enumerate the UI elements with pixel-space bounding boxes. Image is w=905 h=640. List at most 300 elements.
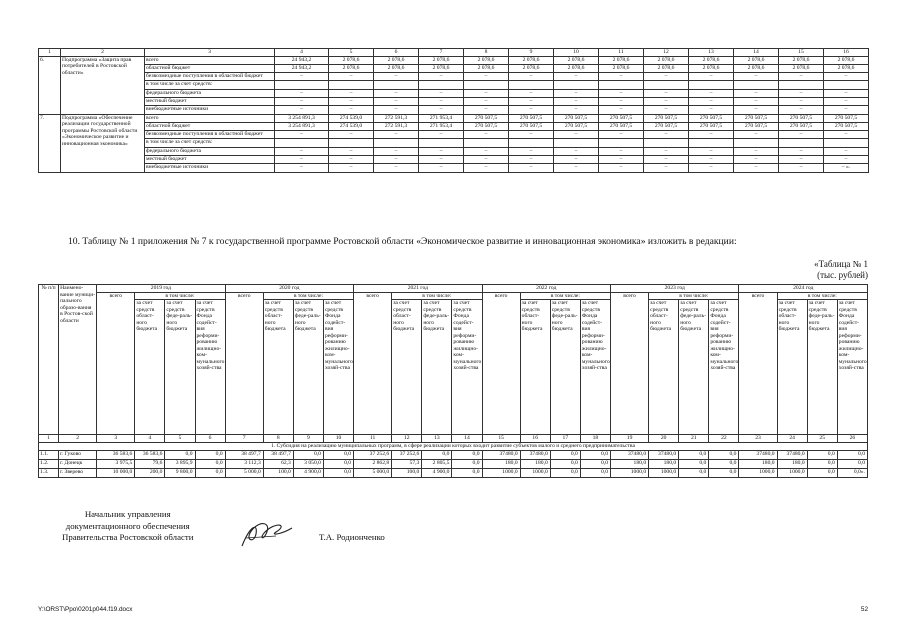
subsidy-value: 36 583,6	[97, 451, 135, 460]
funding-value: –	[599, 131, 644, 139]
funding-value: –	[419, 131, 464, 139]
column-number: 18	[580, 435, 610, 443]
table-row	[39, 131, 869, 139]
funding-value: –	[554, 97, 599, 105]
funding-value: 2 078,6	[509, 64, 554, 72]
subsidy-value: 0,0	[195, 451, 225, 460]
funding-value: 2 078,6	[554, 64, 599, 72]
funding-value: –	[464, 156, 509, 164]
funding-value: –	[374, 73, 419, 81]
subprogram-name: Подпрограмма «Обеспечение реализации государственной программы Ростовской области «Экономическое развитие и инновационная экономика»	[61, 114, 145, 172]
column-number: 2	[59, 435, 97, 443]
funding-value: 274 539,0	[329, 122, 374, 130]
funding-source: внебюджетные источники	[145, 164, 275, 172]
total-header: всего	[611, 292, 649, 435]
column-number: 24	[777, 435, 807, 443]
subsidy-value: 200,0	[135, 469, 165, 478]
year-header: 2019 год	[97, 285, 225, 293]
funding-value: –	[779, 164, 824, 172]
subsidy-value: 100,0	[263, 469, 293, 478]
subsidy-value: 1000,0	[611, 469, 649, 478]
funding-value: –	[275, 147, 329, 155]
column-number: 16	[824, 49, 869, 57]
column-number: 6	[374, 49, 419, 57]
subsidy-value: 0,0	[195, 469, 225, 478]
subsidy-value: 0,0	[422, 451, 452, 460]
funding-value: 24 943,2	[275, 56, 329, 64]
funding-value: –	[275, 97, 329, 105]
funding-value	[644, 139, 689, 147]
funding-value: –	[689, 106, 734, 114]
funding-value	[275, 81, 329, 89]
funding-source: в том числе за счет средств:	[145, 139, 275, 147]
funding-value: –	[644, 73, 689, 81]
funding-value: 2 078,6	[419, 56, 464, 64]
funding-value: 2 078,6	[599, 56, 644, 64]
municipality-name: г. Зверево	[59, 469, 97, 478]
subsidy-value: 0,0	[452, 451, 482, 460]
funding-value: –	[419, 106, 464, 114]
funding-value: 270 507,5	[689, 114, 734, 122]
subsidy-value: 0,0	[293, 451, 323, 460]
regional-budget-header: за счет средств област-ного бюджета	[777, 300, 807, 435]
funding-value: –	[734, 89, 779, 97]
col-number-header: № п/п	[39, 285, 59, 435]
column-number: 14	[734, 49, 779, 57]
funding-value	[554, 81, 599, 89]
federal-budget-header: за счет средств феде-раль-ного бюджета	[807, 300, 837, 435]
reform-fund-header: за счет средств Фонда содейст-вия реформи-рованию жилищно-ком-мунального хозяй-ства	[452, 300, 482, 435]
funding-value: –	[374, 106, 419, 114]
funding-value	[824, 81, 869, 89]
total-header: всего	[97, 292, 135, 435]
funding-value: –	[734, 97, 779, 105]
funding-value	[779, 139, 824, 147]
funding-value: – ».	[824, 164, 869, 172]
reform-fund-header: за счет средств Фонда содейст-вия реформи-рованию жилищно-ком-мунального хозяй-ства	[195, 300, 225, 435]
funding-value: 2 078,6	[509, 56, 554, 64]
funding-value: –	[824, 147, 869, 155]
funding-value: 3 254 891,3	[275, 114, 329, 122]
funding-value: –	[779, 147, 824, 155]
funding-value: –	[464, 106, 509, 114]
column-number: 9	[509, 49, 554, 57]
funding-value: –	[644, 164, 689, 172]
funding-value: –	[419, 89, 464, 97]
column-number: 7	[225, 435, 263, 443]
table-row	[39, 97, 869, 105]
subsidy-value: 180,0	[739, 460, 777, 469]
table-row	[39, 56, 869, 64]
funding-value: –	[419, 156, 464, 164]
municipality-name: г. Донецк	[59, 460, 97, 469]
table-row	[39, 122, 869, 130]
funding-value: 2 078,6	[689, 64, 734, 72]
funding-value: –	[329, 106, 374, 114]
column-number: 19	[611, 435, 649, 443]
signer-name: Т.А. Родионченко	[319, 532, 385, 542]
year-header: 2023 год	[611, 285, 739, 293]
funding-value: 270 507,5	[554, 114, 599, 122]
funding-value	[464, 81, 509, 89]
funding-value: –	[464, 97, 509, 105]
total-header: всего	[482, 292, 520, 435]
funding-value: –	[734, 164, 779, 172]
funding-value	[329, 81, 374, 89]
funding-value: 270 507,5	[599, 114, 644, 122]
funding-value: –	[734, 147, 779, 155]
row-number: 6.	[39, 56, 61, 114]
federal-budget-header: за счет средств феде-раль-ного бюджета	[422, 300, 452, 435]
federal-budget-header: за счет средств феде-раль-ного бюджета	[165, 300, 195, 435]
subsidy-value: 0,0	[580, 451, 610, 460]
funding-value: 270 507,5	[824, 122, 869, 130]
funding-value: 272 591,3	[374, 114, 419, 122]
funding-value: –	[599, 97, 644, 105]
subsidy-value: 2 862,8	[354, 460, 392, 469]
funding-value: 24 943,2	[275, 64, 329, 72]
reform-fund-header: за счет средств Фонда содейст-вия реформи-рованию жилищно-ком-мунального хозяй-ства	[323, 300, 353, 435]
funding-value: 2 078,6	[644, 64, 689, 72]
funding-source: местный бюджет	[145, 97, 275, 105]
funding-value: –	[554, 156, 599, 164]
funding-value: 270 507,5	[734, 122, 779, 130]
funding-value: 270 507,5	[779, 122, 824, 130]
column-number: 26	[837, 435, 867, 443]
column-number: 10	[323, 435, 353, 443]
subsidy-value: 0,0	[550, 469, 580, 478]
funding-value: –	[374, 164, 419, 172]
funding-value: –	[689, 97, 734, 105]
funding-source: областной бюджет	[145, 64, 275, 72]
funding-value: 271 953,4	[419, 114, 464, 122]
subsidy-value: 3 050,0	[293, 460, 323, 469]
amendment-paragraph: 10. Таблицу № 1 приложения № 7 к государственной программе Ростовской области «Экономическое развитие и инновационная экономика» изложить в редакции:	[68, 236, 737, 247]
funding-value: 2 078,6	[779, 64, 824, 72]
funding-value: –	[734, 73, 779, 81]
subsidy-value: 1000,0	[649, 469, 679, 478]
funding-value: –	[824, 106, 869, 114]
including-header: в том числе:	[392, 292, 482, 300]
subsidy-value: 37480,0	[739, 451, 777, 460]
subsidy-value: 5 000,0	[225, 469, 263, 478]
funding-value: –	[734, 131, 779, 139]
column-number: 14	[452, 435, 482, 443]
funding-table-continuation	[38, 48, 869, 173]
funding-value: –	[509, 156, 554, 164]
column-number: 20	[649, 435, 679, 443]
column-number: 15	[482, 435, 520, 443]
funding-source: внебюджетные источники	[145, 106, 275, 114]
column-number: 7	[419, 49, 464, 57]
funding-value: –	[554, 89, 599, 97]
total-header: всего	[739, 292, 777, 435]
subsidy-value: 180,0	[777, 460, 807, 469]
section-row	[39, 443, 868, 451]
funding-source: местный бюджет	[145, 156, 275, 164]
funding-value: –	[275, 73, 329, 81]
subsidy-value: 1000,0	[482, 469, 520, 478]
funding-source: в том числе за счет средств:	[145, 81, 275, 89]
handwritten-signature	[236, 516, 296, 550]
funding-value: 270 507,5	[509, 114, 554, 122]
funding-value: –	[464, 164, 509, 172]
including-header: в том числе:	[649, 292, 739, 300]
table-row	[39, 164, 869, 172]
funding-value: –	[329, 156, 374, 164]
column-number: 16	[520, 435, 550, 443]
table-row	[39, 106, 869, 114]
funding-value: –	[779, 97, 824, 105]
column-number: 15	[779, 49, 824, 57]
subsidy-value: 37480,0	[649, 451, 679, 460]
column-number: 13	[689, 49, 734, 57]
funding-value: 270 507,5	[689, 122, 734, 130]
funding-value: –	[509, 97, 554, 105]
funding-value: –	[644, 97, 689, 105]
subsidy-value: 0,0	[679, 460, 709, 469]
funding-value: –	[419, 73, 464, 81]
subsidy-value: 38 497,7	[225, 451, 263, 460]
file-path-footer: Y:\ORST\Ppo\0201p044.f19.docx	[38, 606, 133, 613]
subsidy-value: 0,0	[709, 451, 739, 460]
funding-value: 2 078,6	[464, 56, 509, 64]
subsidy-value: 0,0	[837, 460, 867, 469]
subsidy-value: 37480,0	[482, 451, 520, 460]
subsidy-value: 9 800,0	[165, 469, 195, 478]
funding-value	[734, 139, 779, 147]
funding-value: –	[419, 97, 464, 105]
funding-value: 270 507,5	[464, 114, 509, 122]
funding-value: 270 507,5	[554, 122, 599, 130]
funding-value: –	[329, 164, 374, 172]
funding-value: 2 078,6	[824, 64, 869, 72]
funding-value: 2 078,6	[464, 64, 509, 72]
including-header: в том числе:	[263, 292, 353, 300]
table-caption: «Таблица № 1	[814, 259, 868, 269]
table-row	[39, 460, 868, 469]
funding-value: –	[509, 131, 554, 139]
column-number: 8	[263, 435, 293, 443]
funding-source: областной бюджет	[145, 122, 275, 130]
table-row	[39, 89, 869, 97]
subsidy-value: 79,6	[135, 460, 165, 469]
table-row	[39, 81, 869, 89]
subsidy-value: 5 000,0	[354, 469, 392, 478]
funding-value: –	[644, 106, 689, 114]
funding-value: –	[374, 131, 419, 139]
subsidy-value: 180,0	[520, 460, 550, 469]
funding-value: 2 078,6	[329, 56, 374, 64]
funding-value	[734, 81, 779, 89]
subsidy-value: 180,0	[482, 460, 520, 469]
subsidy-value: 0,0	[195, 460, 225, 469]
subsidy-value: 0,0».	[837, 469, 867, 478]
column-number: 12	[392, 435, 422, 443]
column-number: 17	[550, 435, 580, 443]
funding-value: 2 078,6	[374, 56, 419, 64]
funding-value: 2 078,6	[734, 56, 779, 64]
funding-value: –	[779, 106, 824, 114]
funding-value: –	[824, 97, 869, 105]
funding-value: –	[554, 147, 599, 155]
subsidy-value: 37480,0	[520, 451, 550, 460]
subsidy-value: 0,0	[679, 469, 709, 478]
including-header: в том числе:	[520, 292, 610, 300]
column-number: 12	[644, 49, 689, 57]
column-number: 11	[354, 435, 392, 443]
year-header: 2020 год	[225, 285, 353, 293]
column-number: 25	[807, 435, 837, 443]
funding-source: безвозмездные поступления в областной бюджет	[145, 73, 275, 81]
subsidy-value: 0,0	[709, 460, 739, 469]
funding-value: –	[419, 164, 464, 172]
funding-value: 3 254 891,3	[275, 122, 329, 130]
page-number: 52	[860, 606, 868, 613]
subsidy-value: 0,0	[323, 460, 353, 469]
subsidy-value: 0,0	[323, 451, 353, 460]
reform-fund-header: за счет средств Фонда содейст-вия реформи-рованию жилищно-ком-мунального хозяй-ства	[580, 300, 610, 435]
funding-value: –	[419, 147, 464, 155]
subsidy-value: 0,0	[807, 460, 837, 469]
funding-value: –	[644, 147, 689, 155]
funding-value: –	[374, 97, 419, 105]
funding-value: –	[464, 73, 509, 81]
funding-value: –	[275, 131, 329, 139]
row-number: 1.1.	[39, 451, 59, 460]
municipality-name: г. Гуково	[59, 451, 97, 460]
regional-budget-header: за счет средств област-ного бюджета	[520, 300, 550, 435]
funding-value	[419, 139, 464, 147]
funding-value	[329, 139, 374, 147]
funding-value: –	[644, 131, 689, 139]
funding-value: 270 507,5	[644, 122, 689, 130]
subsidy-value: 0,0	[452, 460, 482, 469]
funding-value: –	[689, 156, 734, 164]
column-number: 22	[709, 435, 739, 443]
subsidy-value: 36 583,6	[135, 451, 165, 460]
funding-value: –	[689, 73, 734, 81]
signature-line-2: документационного обеспечения	[65, 520, 190, 531]
column-number: 1	[39, 49, 61, 57]
funding-value: –	[599, 73, 644, 81]
funding-value: 2 078,6	[419, 64, 464, 72]
column-number: 2	[61, 49, 145, 57]
funding-value: –	[554, 164, 599, 172]
subsidy-value: 0,0	[807, 451, 837, 460]
funding-value: 2 078,6	[689, 56, 734, 64]
subsidy-value: 10 000,0	[97, 469, 135, 478]
funding-value: –	[509, 73, 554, 81]
regional-budget-header: за счет средств област-ного бюджета	[135, 300, 165, 435]
funding-value: 2 078,6	[644, 56, 689, 64]
funding-value	[374, 81, 419, 89]
funding-value: –	[824, 156, 869, 164]
funding-value: –	[374, 89, 419, 97]
section-title: 1. Субсидия на реализацию муниципальных программ, в сфере реализации которых входит развитие субъектов малого и среднего предпринимательства	[39, 443, 868, 451]
column-number: 3	[97, 435, 135, 443]
funding-value	[275, 139, 329, 147]
subsidy-value: 3 975,5	[97, 460, 135, 469]
funding-value: –	[464, 89, 509, 97]
funding-value: –	[599, 147, 644, 155]
subsidy-value: 0,0	[550, 451, 580, 460]
funding-value: –	[779, 73, 824, 81]
year-header-row	[39, 285, 868, 293]
funding-value	[779, 81, 824, 89]
table-row	[39, 64, 869, 72]
subsidy-value: 37480,0	[777, 451, 807, 460]
funding-value: 270 507,5	[509, 122, 554, 130]
year-header: 2022 год	[482, 285, 610, 293]
subsidy-value: 1000,0	[520, 469, 550, 478]
col-municipality-header: Наимено-вание муници-пального образо-вания в Ростов-ской области	[59, 285, 97, 435]
subsidy-value: 0,0	[679, 451, 709, 460]
column-number: 5	[329, 49, 374, 57]
table-row	[39, 73, 869, 81]
including-header: в том числе:	[777, 292, 867, 300]
funding-value	[599, 81, 644, 89]
signature-title	[62, 509, 193, 544]
subsidy-value: 0,0	[580, 460, 610, 469]
funding-value: –	[824, 73, 869, 81]
funding-value: 2 078,6	[374, 64, 419, 72]
subsidy-value: 4 900,0	[293, 469, 323, 478]
funding-value: –	[554, 73, 599, 81]
funding-value	[689, 139, 734, 147]
year-header: 2024 год	[739, 285, 868, 293]
funding-value: 2 078,6	[329, 64, 374, 72]
subsidy-value: 2 805,5	[422, 460, 452, 469]
row-number: 7.	[39, 114, 61, 172]
funding-value	[464, 139, 509, 147]
funding-value: –	[464, 147, 509, 155]
funding-value: –	[329, 147, 374, 155]
subsidy-value: 0,0	[807, 469, 837, 478]
including-header: в том числе:	[135, 292, 225, 300]
funding-value: –	[275, 156, 329, 164]
subsidy-value: 62,3	[263, 460, 293, 469]
table-row	[39, 147, 869, 155]
subsidy-value: 0,0	[165, 451, 195, 460]
subprogram-name: Подпрограмма «Защита прав потребителей в Ростовской области»	[61, 56, 145, 114]
funding-value: –	[734, 106, 779, 114]
row-number: 1.3.	[39, 469, 59, 478]
funding-value: –	[329, 97, 374, 105]
table-row	[39, 114, 869, 122]
municipal-subsidy-table	[38, 284, 868, 478]
column-number: 13	[422, 435, 452, 443]
funding-value	[824, 139, 869, 147]
funding-value: –	[464, 131, 509, 139]
funding-source: безвозмездные поступления в областной бюджет	[145, 131, 275, 139]
funding-value: 270 507,5	[824, 114, 869, 122]
column-number: 8	[464, 49, 509, 57]
column-number: 4	[135, 435, 165, 443]
funding-value: 2 078,6	[599, 64, 644, 72]
column-number: 10	[554, 49, 599, 57]
funding-value: –	[509, 106, 554, 114]
funding-value: 272 591,3	[374, 122, 419, 130]
subheader-row	[39, 292, 868, 300]
funding-value: –	[509, 164, 554, 172]
subsidy-value: 3 895,9	[165, 460, 195, 469]
funding-value: –	[509, 147, 554, 155]
funding-value: –	[554, 106, 599, 114]
year-header: 2021 год	[354, 285, 482, 293]
funding-value: –	[329, 73, 374, 81]
signature-line-3: Правительства Ростовской области	[62, 532, 194, 542]
